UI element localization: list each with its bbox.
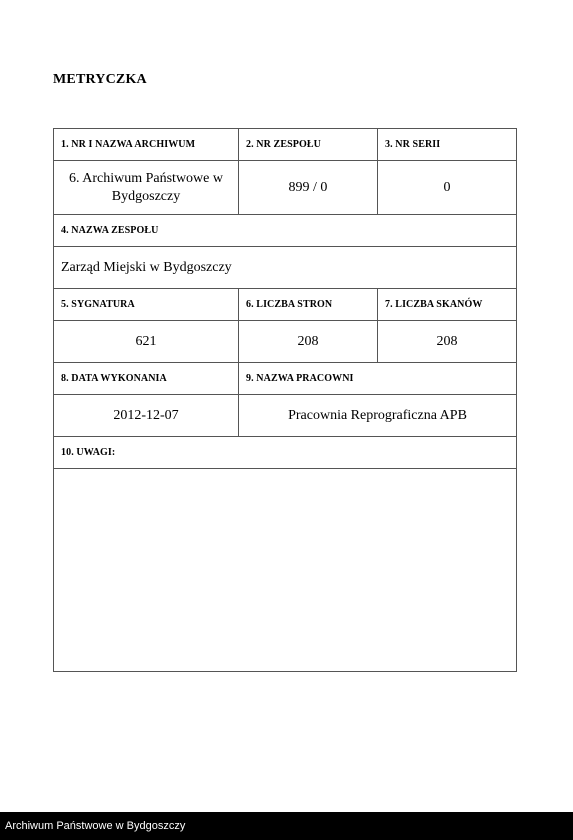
page-title: METRYCZKA xyxy=(53,72,147,87)
series-value: 0 xyxy=(378,161,517,215)
archive-value: 6. Archiwum Państwowe w Bydgoszczy xyxy=(54,161,239,215)
signature-value: 621 xyxy=(54,321,239,363)
signature-label: 5. SYGNATURA xyxy=(54,289,239,321)
page-count-label: 6. LICZBA STRON xyxy=(239,289,378,321)
studio-value: Pracownia Reprograficzna APB xyxy=(239,395,517,437)
scan-count-value: 208 xyxy=(378,321,517,363)
series-label: 3. NR SERII xyxy=(378,129,517,161)
fonds-name-value: Zarząd Miejski w Bydgoszczy xyxy=(54,247,517,289)
fonds-number-label: 2. NR ZESPOŁU xyxy=(239,129,378,161)
footer-bar: Archiwum Państwowe w Bydgoszczy xyxy=(0,812,573,840)
archive-label: 1. NR I NAZWA ARCHIWUM xyxy=(54,129,239,161)
page-count-value: 208 xyxy=(239,321,378,363)
fonds-number-value: 899 / 0 xyxy=(239,161,378,215)
studio-label: 9. NAZWA PRACOWNI xyxy=(239,363,517,395)
date-label: 8. DATA WYKONANIA xyxy=(54,363,239,395)
fonds-name-label: 4. NAZWA ZESPOŁU xyxy=(54,215,517,247)
date-value: 2012-12-07 xyxy=(54,395,239,437)
notes-value xyxy=(54,469,517,672)
metadata-table xyxy=(53,128,517,672)
notes-label: 10. UWAGI: xyxy=(54,437,517,469)
scan-count-label: 7. LICZBA SKANÓW xyxy=(378,289,517,321)
